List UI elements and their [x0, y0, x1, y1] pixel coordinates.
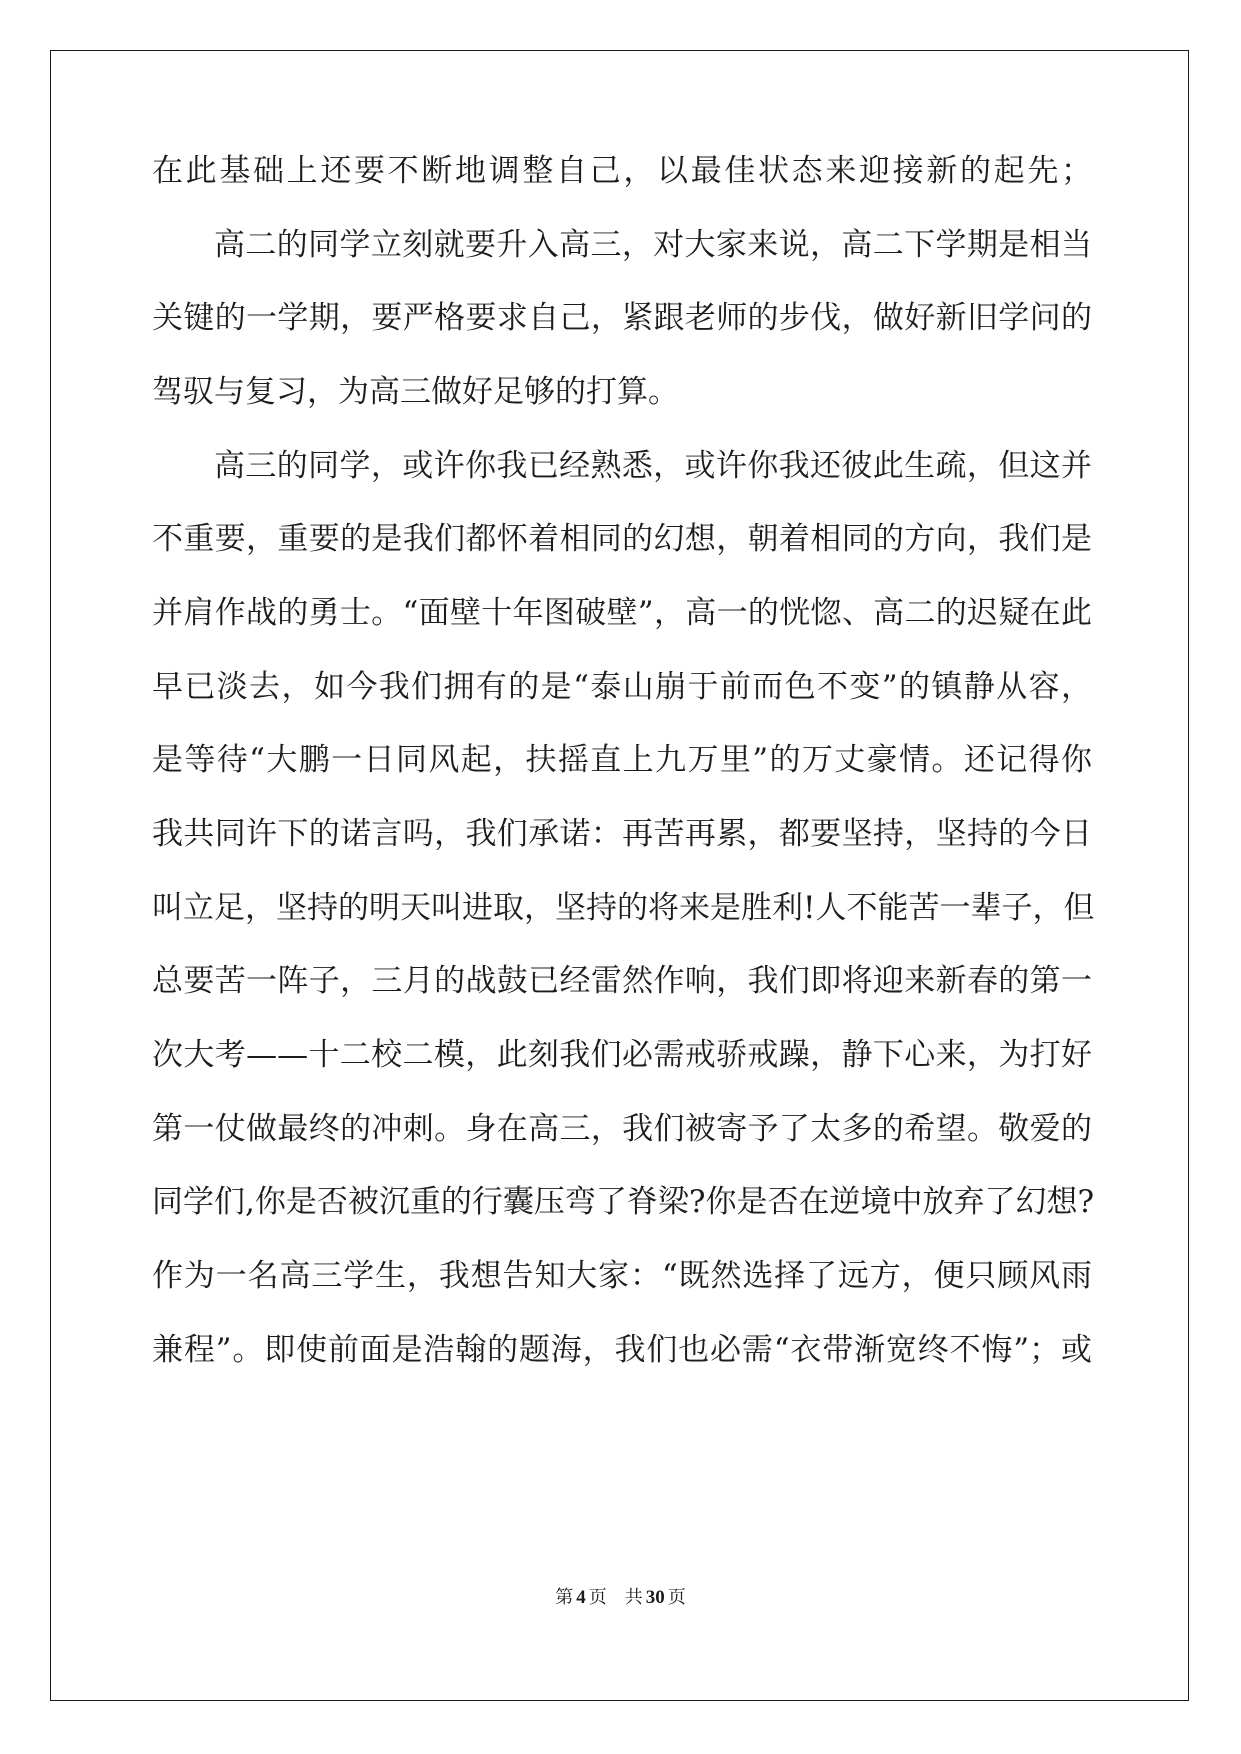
paragraph-first-line: 高二的同学立刻就要升入高三，对大家来说，高二下学期是相当	[214, 227, 1092, 263]
text-line: 不重要，重要的是我们都怀着相同的幻想，朝着相同的方向，我们是	[152, 521, 1092, 557]
text-line: 作为一名高三学生，我想告知大家：“既然选择了远方，便只顾风雨	[152, 1258, 1092, 1294]
total-suffix: 页	[667, 1587, 686, 1608]
text-line: 同学们,你是否被沉重的行囊压弯了脊梁?你是否在逆境中放弃了幻想?	[152, 1184, 1095, 1220]
text-line: 总要苦一阵子，三月的战鼓已经雷然作响，我们即将迎来新春的第一	[152, 963, 1092, 999]
text-line: 我共同许下的诺言吗，我们承诺：再苦再累，都要坚持，坚持的今日	[152, 816, 1092, 852]
page-suffix: 页	[588, 1587, 607, 1608]
total-pages: 30	[645, 1587, 665, 1608]
text-line: 第一仗做最终的冲刺。身在高三，我们被寄予了太多的希望。敬爱的	[152, 1111, 1092, 1147]
page-footer	[0, 1586, 1241, 1610]
text-line: 兼程”。即使前面是浩翰的题海，我们也必需“衣带渐宽终不悔”；或	[152, 1332, 1092, 1368]
paragraph-first-line: 高三的同学，或许你我已经熟悉，或许你我还彼此生疏，但这并	[214, 448, 1092, 484]
text-line: 叫立足，坚持的明天叫进取，坚持的将来是胜利!人不能苦一辈子，但	[152, 890, 1095, 926]
total-prefix: 共	[624, 1587, 643, 1608]
text-line: 早已淡去，如今我们拥有的是“泰山崩于前而色不变”的镇静从容，	[152, 669, 1092, 705]
text-line: 是等待“大鹏一日同风起，扶摇直上九万里”的万丈豪情。还记得你	[152, 742, 1092, 778]
text-line: 次大考——十二校二模，此刻我们必需戒骄戒躁，静下心来，为打好	[152, 1037, 1092, 1073]
text-line: 关键的一学期，要严格要求自己，紧跟老师的步伐，做好新旧学问的	[152, 300, 1092, 336]
text-line: 并肩作战的勇士。“面壁十年图破壁”，高一的恍惚、高二的迟疑在此	[152, 595, 1092, 631]
text-line: 在此基础上还要不断地调整自己，以最佳状态来迎接新的起先；	[152, 153, 1092, 189]
page-prefix: 第	[555, 1587, 574, 1608]
page-number: 4	[576, 1587, 586, 1608]
text-line: 驾驭与复习，为高三做好足够的打算。	[152, 374, 679, 410]
